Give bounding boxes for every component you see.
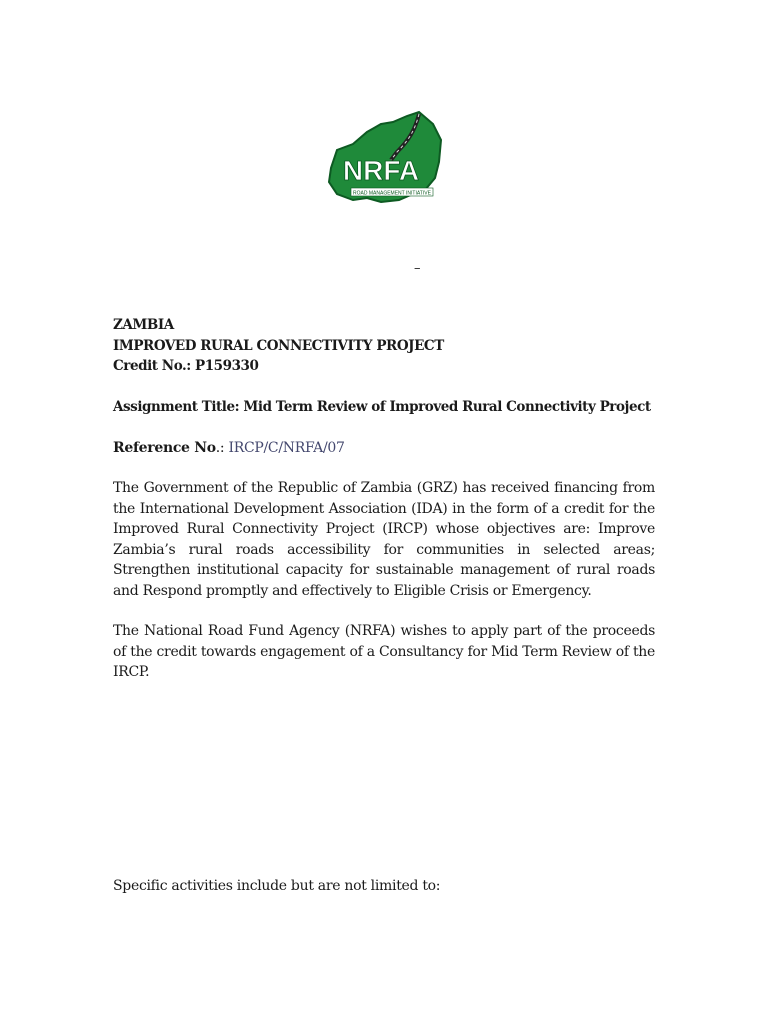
document-header (113, 315, 655, 377)
country-name: ZAMBIA (113, 317, 174, 333)
reference-label: Reference No (113, 440, 216, 456)
separator-dash: – (414, 261, 421, 276)
logo-tagline: ROAD MANAGEMENT INITIATIVE (353, 190, 431, 197)
nrfa-logo (323, 110, 445, 208)
project-name: IMPROVED RURAL CONNECTIVITY PROJECT (113, 337, 444, 354)
credit-number: Credit No.: P159330 (113, 358, 259, 374)
reference-value: IRCP/C/NRFA/07 (228, 440, 345, 456)
paragraph-proceeds: The National Road Fund Agency (NRFA) wishes to apply part of the proceeds of the credit towards engagement of a Consultancy for Mid Term Review of the IRCP. (113, 623, 655, 680)
logo-text: NRFA (342, 155, 420, 186)
reference-separator: .: (215, 440, 229, 456)
reference-number (113, 438, 655, 459)
nrfa-logo-graphic (323, 110, 445, 208)
paragraph-financing: The Government of the Republic of Zambia (GRZ) has received financing from the International Development Association (IDA) in the form of a credit for the Improved Rural Connectivity Project (IRCP) whose objectives are: Improve Zambia’s rural roads accessibility for communities in selected areas; Strengthen institutional capacity for sustainable management of rural roads and Respond promptly and effectively to Eligible Crisis or Emergency. (113, 480, 655, 599)
assignment-title: Assignment Title: Mid Term Review of Improved Rural Connectivity Project (113, 399, 651, 415)
paragraph-activities: Specific activities include but are not limited to: (113, 878, 441, 894)
